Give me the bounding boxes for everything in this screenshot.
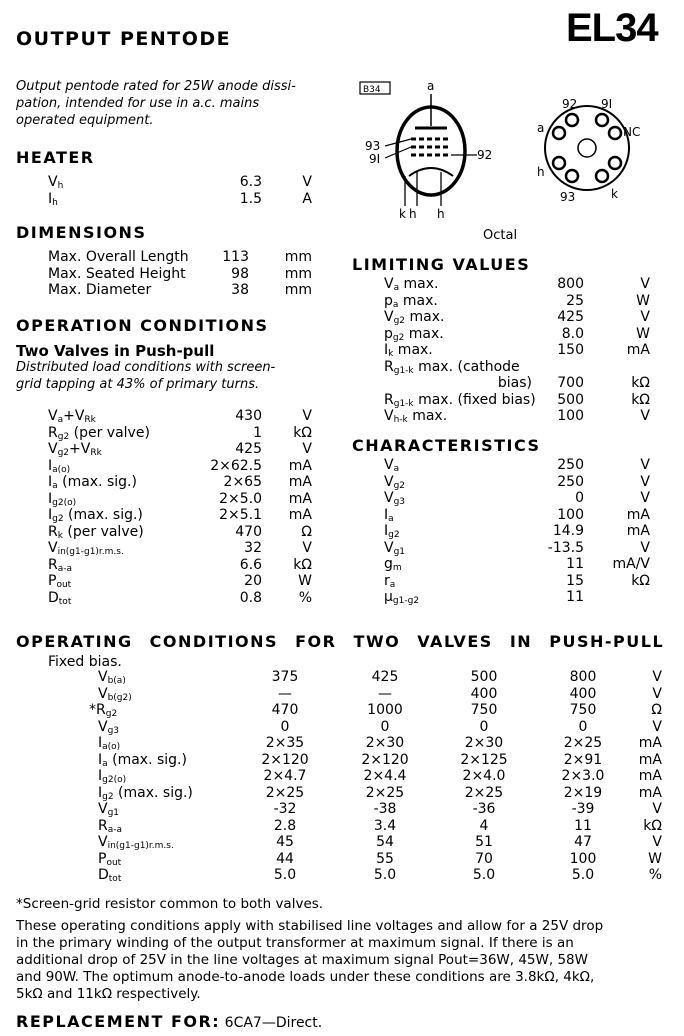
param-unit: V	[302, 408, 312, 424]
table-row	[0, 573, 684, 590]
param-value: 470	[235, 523, 262, 540]
param-value: 2×5.0	[219, 490, 262, 507]
param-value: 38	[231, 282, 249, 298]
table-row	[0, 342, 684, 359]
cond-value: 0	[280, 718, 290, 735]
param-unit: V	[652, 834, 662, 850]
cond-value: 2.8	[273, 817, 297, 834]
cond-value: 800	[569, 669, 597, 685]
param-unit: V	[652, 718, 662, 735]
param-value: 6.6	[239, 556, 262, 573]
table-row	[0, 752, 684, 769]
param-symbol: $I_{g2(o)}$	[98, 768, 127, 785]
param-label: Max. Seated Height	[48, 265, 186, 282]
param-symbol: $I_{a(o)}$	[98, 735, 121, 752]
table-row	[0, 441, 684, 458]
cond-value: 750	[470, 702, 498, 718]
cond-value: 5.0	[571, 867, 595, 883]
table-row	[0, 375, 684, 392]
param-unit: %	[298, 589, 312, 606]
param-unit: kΩ	[631, 391, 650, 408]
table-row	[0, 735, 684, 752]
cond-value: 2×25	[265, 784, 305, 801]
param-symbol: $R_{g1-k}$ max. (fixed bias)	[384, 391, 536, 409]
param-unit: A	[302, 190, 312, 207]
param-symbol: $I_{g2(o)}$	[48, 490, 77, 508]
cond-value: 5.0	[472, 867, 496, 883]
table-row	[0, 851, 684, 868]
param-symbol: $P_{out}$	[48, 573, 72, 590]
param-symbol: $V_{g3}$	[384, 490, 406, 507]
conditions-paragraph: These operating conditions apply with stabilised line voltages and allow for a 25V drop in the primary winding of the output transformer at maximum signal. If there is an additional drop of 25V in the line voltages at maximum signal Pout=36W, 45W, 58W and 90W. The optimum anode-to-anode loads under these conditions are 3.8kΩ, 4kΩ, 5kΩ and 11kΩ respectively.	[16, 918, 604, 1002]
table-row	[0, 507, 684, 524]
base-label: Octal	[483, 228, 518, 241]
param-unit: W	[636, 325, 650, 342]
pin-label-h-base: h	[537, 165, 545, 179]
param-value: 20	[244, 573, 262, 589]
table-row	[0, 556, 684, 573]
param-value: 2×5.1	[219, 507, 262, 523]
param-unit: mm	[284, 249, 312, 265]
table-row	[0, 276, 684, 293]
param-unit: mA	[626, 342, 650, 358]
param-value: 425	[557, 309, 584, 325]
param-value: 32	[244, 540, 262, 556]
cond-value: 44	[276, 850, 294, 867]
operation-note: Distributed load conditions with screen- grid tapping at 43% of primary turns.	[16, 360, 276, 392]
pin-label-nc: NC	[623, 125, 641, 139]
characteristics-heading: CHARACTERISTICS	[352, 436, 541, 455]
param-value: 250	[557, 457, 584, 473]
table-row	[0, 457, 684, 474]
table-row	[0, 768, 684, 785]
param-unit: mA	[638, 751, 662, 768]
param-unit: mA	[288, 457, 312, 474]
table-row	[0, 490, 684, 507]
cond-value: 100	[569, 850, 597, 867]
param-unit: V	[652, 685, 662, 702]
param-unit: V	[640, 457, 650, 473]
param-symbol: $I_{a(o)}$	[48, 457, 71, 475]
cond-value: 3.4	[373, 817, 397, 834]
cond-value: 2×35	[265, 735, 305, 751]
table-row	[0, 425, 684, 442]
param-value: 0.8	[239, 589, 262, 606]
param-symbol: $I_a$ (max. sig.)	[98, 751, 187, 769]
cond-value: 0	[380, 718, 390, 735]
cond-value: 2×91	[563, 751, 603, 768]
param-unit: V	[640, 408, 650, 424]
param-value: 100	[557, 506, 584, 523]
table-row	[0, 326, 684, 343]
cond-value: 0	[479, 718, 489, 735]
table-row	[0, 669, 684, 686]
table-row	[0, 249, 684, 266]
table-row	[0, 523, 684, 540]
param-unit: mA	[288, 474, 312, 490]
param-unit: V	[640, 309, 650, 325]
param-unit: kΩ	[293, 424, 312, 441]
param-symbol: $I_{g2}$	[384, 523, 400, 540]
cond-value: 0	[578, 718, 588, 735]
param-value: 0	[575, 490, 584, 506]
table-row	[0, 359, 684, 376]
cond-value: 750	[569, 702, 597, 718]
param-unit: mm	[284, 265, 312, 282]
param-symbol: $I_{g2}$ (max. sig.)	[98, 784, 193, 802]
param-value: 113	[222, 249, 249, 265]
cond-value: 45	[276, 834, 294, 850]
cond-value: —	[278, 685, 292, 702]
param-symbol: $V_{g1}$	[98, 801, 120, 818]
param-symbol: $*R_{g2}$	[89, 702, 118, 719]
param-symbol: $D_{tot}$	[98, 867, 122, 884]
cond-value: 2×25	[563, 735, 603, 751]
param-unit: mA	[626, 506, 650, 523]
param-symbol: $V_{in(g1-g1)r.m.s.}$	[48, 540, 124, 557]
table-row	[0, 589, 684, 606]
param-unit: W	[636, 292, 650, 309]
param-unit: Ω	[301, 523, 312, 540]
param-unit: V	[640, 276, 650, 292]
param-symbol: $V_a$	[384, 457, 400, 474]
param-symbol: $r_a$	[384, 572, 396, 590]
param-symbol: $V_{g3}$	[98, 718, 120, 736]
param-symbol: $R_{g2}$ (per valve)	[48, 424, 150, 442]
cond-value: 2×30	[464, 735, 504, 751]
cond-value: -38	[373, 801, 397, 817]
param-unit: mA	[626, 523, 650, 539]
param-unit: V	[640, 490, 650, 506]
param-symbol: $V_{in(g1-g1)r.m.s.}$	[98, 834, 174, 851]
replacement-value: 6CA7—Direct.	[224, 1015, 323, 1031]
table-row	[0, 686, 684, 703]
param-value: -13.5	[547, 539, 584, 556]
opcond-heading: OPERATING CONDITIONS FOR TWO VALVES IN PUSH-PULL	[16, 632, 665, 651]
param-value: 250	[557, 473, 584, 490]
param-symbol: $p_{g2}$ max.	[384, 325, 444, 343]
pin-label-h1: h	[409, 207, 417, 221]
cond-value: 55	[376, 850, 394, 867]
param-symbol: $I_h$	[48, 190, 58, 208]
param-symbol: $V_{h-k}$ max.	[384, 408, 448, 425]
pin-label-g2-right: 92	[477, 148, 493, 162]
cond-value: 2×120	[361, 751, 409, 768]
cond-value: -39	[571, 801, 595, 817]
cond-value: 470	[271, 702, 299, 718]
cond-value: 11	[574, 817, 592, 834]
cond-value: 54	[376, 834, 394, 850]
table-row	[0, 392, 684, 409]
param-symbol: $g_m$	[384, 556, 402, 573]
cond-value: 2×25	[365, 784, 405, 801]
param-symbol: $I_k$ max.	[384, 342, 433, 359]
cond-value: 1000	[367, 702, 403, 718]
operation-subtitle: Two Valves in Push-pull	[16, 342, 215, 360]
table-row	[0, 719, 684, 736]
param-unit: kΩ	[293, 556, 312, 573]
param-unit: V	[652, 801, 662, 817]
key-circle	[578, 139, 596, 157]
cond-value: 2×125	[460, 751, 508, 768]
pin-diagram	[355, 76, 675, 241]
operation-heading: OPERATION CONDITIONS	[16, 316, 269, 335]
valve-type: EL34	[566, 6, 658, 50]
cond-value: 375	[271, 669, 299, 685]
param-symbol: $D_{tot}$	[48, 589, 72, 607]
cond-value: 51	[475, 834, 493, 850]
param-symbol: $I_a$ (max. sig.)	[48, 474, 137, 491]
param-symbol: $V_{g2}+V_{Rk}$	[48, 441, 102, 458]
cond-value: 2×4.0	[462, 768, 506, 784]
param-symbol: $V_{g2}$ max.	[384, 309, 445, 326]
table-row	[0, 801, 684, 818]
param-symbol: bias)	[497, 375, 532, 391]
cond-value: 2×3.0	[561, 768, 605, 784]
cond-value: 400	[470, 685, 498, 702]
param-unit: W	[648, 850, 662, 867]
param-unit: kΩ	[631, 375, 650, 391]
param-unit: V	[652, 669, 662, 685]
param-unit: V	[302, 540, 312, 556]
param-unit: mA	[288, 490, 312, 507]
pin-label-g1-top: 9I	[601, 97, 613, 111]
param-value: 1	[253, 424, 262, 441]
param-unit: %	[648, 867, 662, 883]
param-symbol: $R_{a-a}$	[48, 556, 73, 574]
param-symbol: $V_a+V_{Rk}$	[48, 408, 96, 425]
param-unit: mA	[288, 507, 312, 523]
pin-label-k-base: k	[611, 187, 618, 201]
page-title: OUTPUT PENTODE	[16, 28, 232, 50]
param-unit: kΩ	[643, 817, 662, 834]
pin-label-a-base: a	[537, 121, 545, 135]
cond-value: 4	[479, 817, 489, 834]
footnote: *Screen-grid resistor common to both valves.	[16, 896, 324, 912]
cond-value: —	[378, 685, 392, 702]
replacement-line	[16, 1012, 322, 1031]
cond-value: 47	[574, 834, 592, 850]
cond-value: 2×4.4	[363, 768, 407, 784]
cond-value: 400	[569, 685, 597, 702]
table-row	[0, 702, 684, 719]
param-symbol: $V_{g1}$	[384, 539, 406, 557]
intro-text: Output pentode rated for 25W anode dissi- pation, intended for use in a.c. mains operated equipment.	[16, 79, 296, 128]
param-value: 2×65	[223, 474, 262, 490]
table-row	[0, 309, 684, 326]
table-row	[0, 540, 684, 557]
param-value: 150	[557, 342, 584, 358]
param-value: 25	[566, 292, 584, 309]
pin-label-g2-top: 92	[562, 97, 578, 111]
param-symbol: $V_a$ max.	[384, 276, 439, 293]
param-unit: mA	[638, 768, 662, 784]
pin-label-g1-left: 9I	[369, 152, 381, 166]
param-value: 14.9	[552, 523, 584, 539]
cond-value: -36	[472, 801, 496, 817]
table-row	[0, 834, 684, 851]
pin-label-a: a	[427, 79, 435, 93]
param-unit: Ω	[651, 702, 662, 718]
dimensions-heading: DIMENSIONS	[16, 223, 147, 242]
cond-value: 2×30	[365, 735, 405, 751]
cond-value: 2×4.7	[263, 768, 307, 784]
table-row	[0, 474, 684, 491]
cond-value: 5.0	[373, 867, 397, 883]
param-label: Max. Diameter	[48, 282, 152, 298]
pin-label-k: k	[399, 207, 406, 221]
param-value: 430	[235, 408, 262, 424]
table-row	[0, 785, 684, 802]
param-symbol: $p_a$ max.	[384, 292, 438, 310]
replacement-label: REPLACEMENT FOR:	[16, 1012, 221, 1031]
param-value: 98	[231, 265, 249, 282]
pin-label-h2: h	[437, 207, 445, 221]
param-unit: kΩ	[631, 572, 650, 589]
param-value: 700	[557, 375, 584, 391]
param-label: Max. Overall Length	[48, 249, 189, 265]
table-row	[0, 293, 684, 310]
limiting-heading: LIMITING VALUES	[352, 255, 531, 274]
code-label: B34	[363, 85, 381, 95]
param-symbol: $V_{b(g2)}$	[98, 685, 132, 703]
param-symbol: $R_{g1-k}$ max. (cathode	[384, 358, 520, 376]
cond-value: 70	[475, 850, 493, 867]
param-value: 800	[557, 276, 584, 292]
param-unit: mA	[638, 735, 662, 751]
param-symbol: $V_{g2}$	[384, 473, 406, 491]
param-value: 11	[566, 589, 584, 605]
param-unit: V	[640, 539, 650, 556]
param-unit: mA	[638, 784, 662, 801]
pin-label-g3-left: 93	[365, 139, 381, 153]
table-row	[0, 818, 684, 835]
param-unit: V	[302, 174, 312, 190]
param-value: 6.3	[239, 174, 262, 190]
param-value: 100	[557, 408, 584, 424]
param-symbol: $I_{g2}$ (max. sig.)	[48, 507, 143, 524]
param-symbol: $V_h$	[48, 174, 64, 191]
param-value: 15	[566, 572, 584, 589]
param-value: 2×62.5	[210, 457, 262, 474]
param-unit: V	[640, 473, 650, 490]
param-value: 8.0	[561, 325, 584, 342]
cond-value: 2×19	[563, 784, 603, 801]
cond-value: 2×25	[464, 784, 504, 801]
pin-label-g3-base: 93	[560, 190, 576, 204]
param-value: 11	[566, 556, 584, 572]
table-row	[0, 867, 684, 884]
table-row	[0, 408, 684, 425]
param-unit: V	[302, 441, 312, 457]
param-symbol: $V_{b(a)}$	[98, 669, 126, 686]
cond-value: 500	[470, 669, 498, 685]
cond-value: 5.0	[273, 867, 297, 883]
param-unit: mA/V	[612, 556, 650, 572]
param-value: 1.5	[239, 190, 262, 207]
param-symbol: $\mu_{g1-g2}$	[384, 589, 420, 606]
param-symbol: $R_k$ (per valve)	[48, 523, 144, 541]
cond-value: 2×120	[261, 751, 309, 768]
param-symbol: $R_{a-a}$	[98, 817, 123, 835]
param-unit: mm	[284, 282, 312, 298]
param-value: 500	[557, 391, 584, 408]
cond-value: -32	[273, 801, 297, 817]
heater-heading: HEATER	[16, 148, 95, 167]
param-symbol: $I_a$	[384, 506, 394, 524]
base-outline	[545, 106, 629, 190]
param-unit: W	[298, 573, 312, 589]
opcond-subtitle: Fixed bias.	[48, 654, 122, 670]
param-value: 425	[235, 441, 262, 457]
param-symbol: $P_{out}$	[98, 850, 122, 868]
cond-value: 425	[371, 669, 399, 685]
